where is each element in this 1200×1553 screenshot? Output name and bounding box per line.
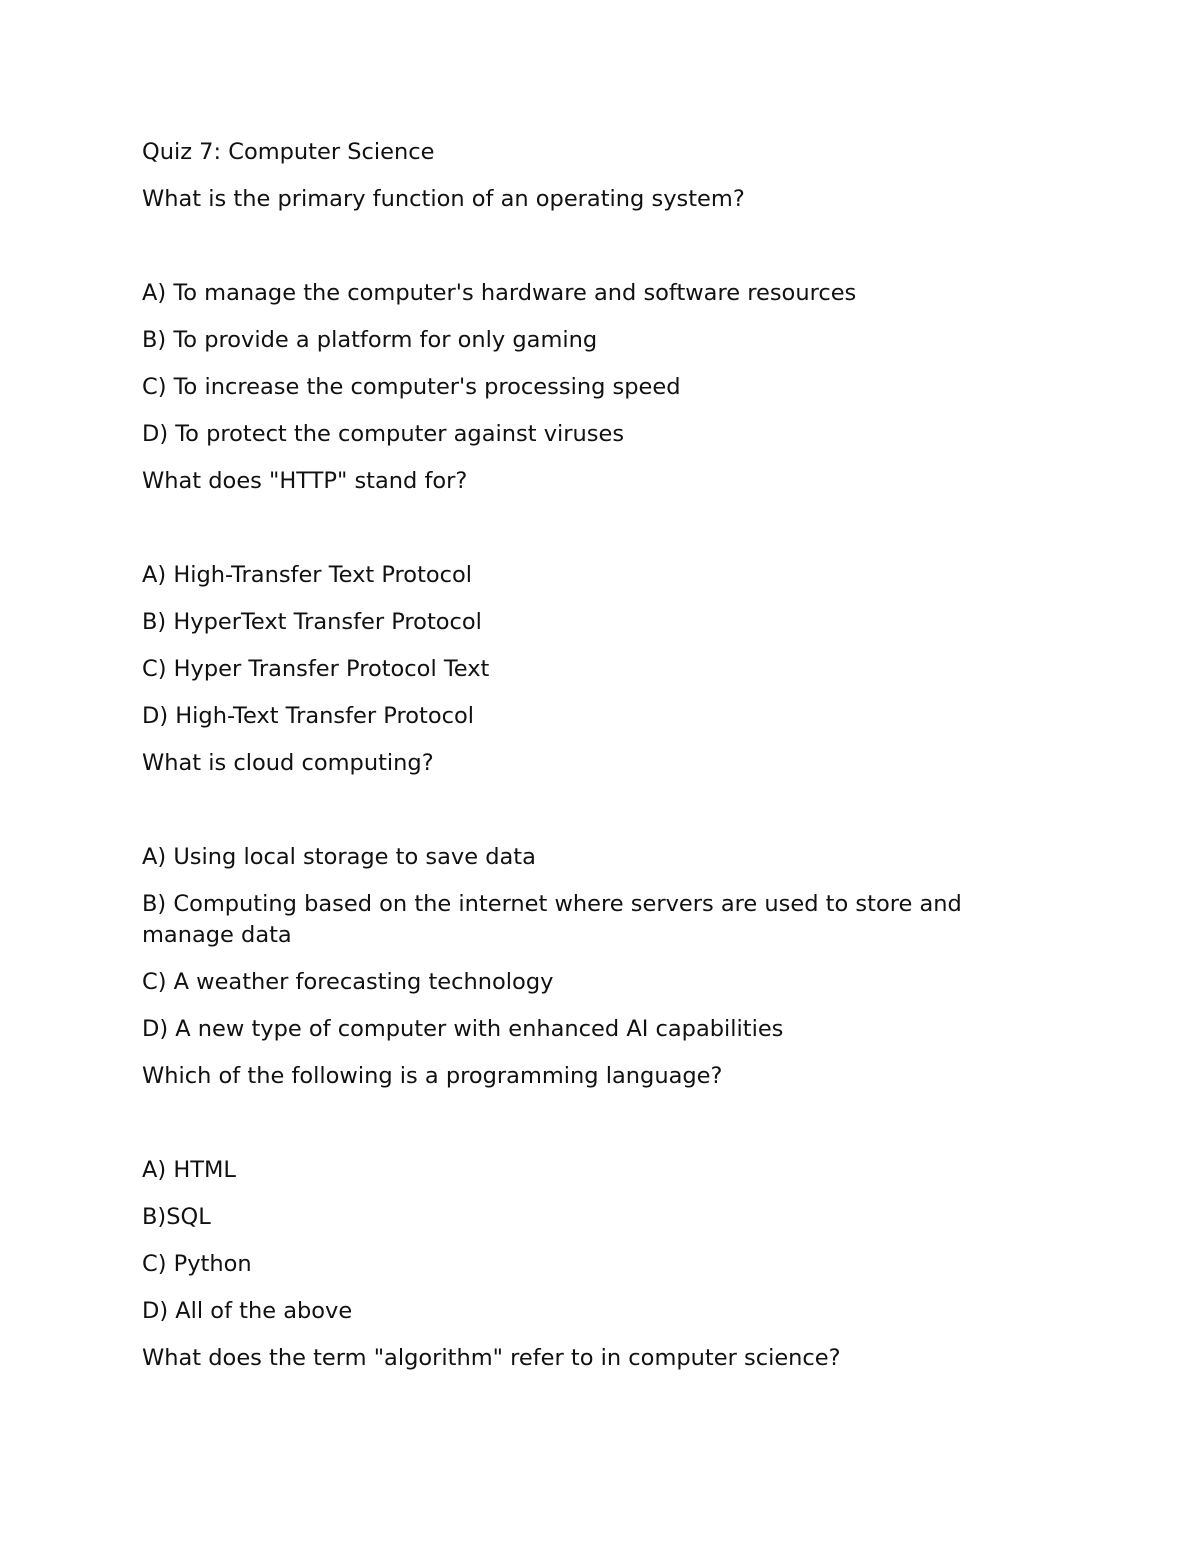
question-5-text: What does the term "algorithm" refer to in computer science? xyxy=(142,1345,841,1371)
question-3-option-b: B) Computing based on the internet where servers are used to store and manage data xyxy=(142,891,962,948)
question-2-text: What does "HTTP" stand for? xyxy=(142,468,468,494)
quiz-content xyxy=(142,137,1022,1390)
question-3-option-a: A) Using local storage to save data xyxy=(142,844,536,870)
question-3-option-d: D) A new type of computer with enhanced AI capabilities xyxy=(142,1016,784,1042)
question-1-option-b: B) To provide a platform for only gaming xyxy=(142,327,598,353)
question-4-text: Which of the following is a programming language? xyxy=(142,1063,723,1089)
question-1-option-d: D) To protect the computer against viruses xyxy=(142,421,625,447)
blank-line xyxy=(142,513,1022,560)
question-4-option-a: A) HTML xyxy=(142,1157,236,1183)
question-2-option-d: D) High-Text Transfer Protocol xyxy=(142,703,474,729)
blank-line xyxy=(142,1108,1022,1155)
quiz-title: Quiz 7: Computer Science xyxy=(142,139,435,165)
question-1-text: What is the primary function of an operating system? xyxy=(142,186,745,212)
question-2-option-a: A) High-Transfer Text Protocol xyxy=(142,562,473,588)
question-3-option-c: C) A weather forecasting technology xyxy=(142,969,554,995)
blank-line xyxy=(142,231,1022,278)
question-2-option-b: B) HyperText Transfer Protocol xyxy=(142,609,482,635)
question-4-option-c: C) Python xyxy=(142,1251,252,1277)
question-2-option-c: C) Hyper Transfer Protocol Text xyxy=(142,656,490,682)
question-1-option-a: A) To manage the computer's hardware and software resources xyxy=(142,280,857,306)
question-1-option-c: C) To increase the computer's processing speed xyxy=(142,374,681,400)
question-4-option-d: D) All of the above xyxy=(142,1298,353,1324)
question-4-option-b: B)SQL xyxy=(142,1204,211,1230)
blank-line xyxy=(142,795,1022,842)
question-3-text: What is cloud computing? xyxy=(142,750,434,776)
